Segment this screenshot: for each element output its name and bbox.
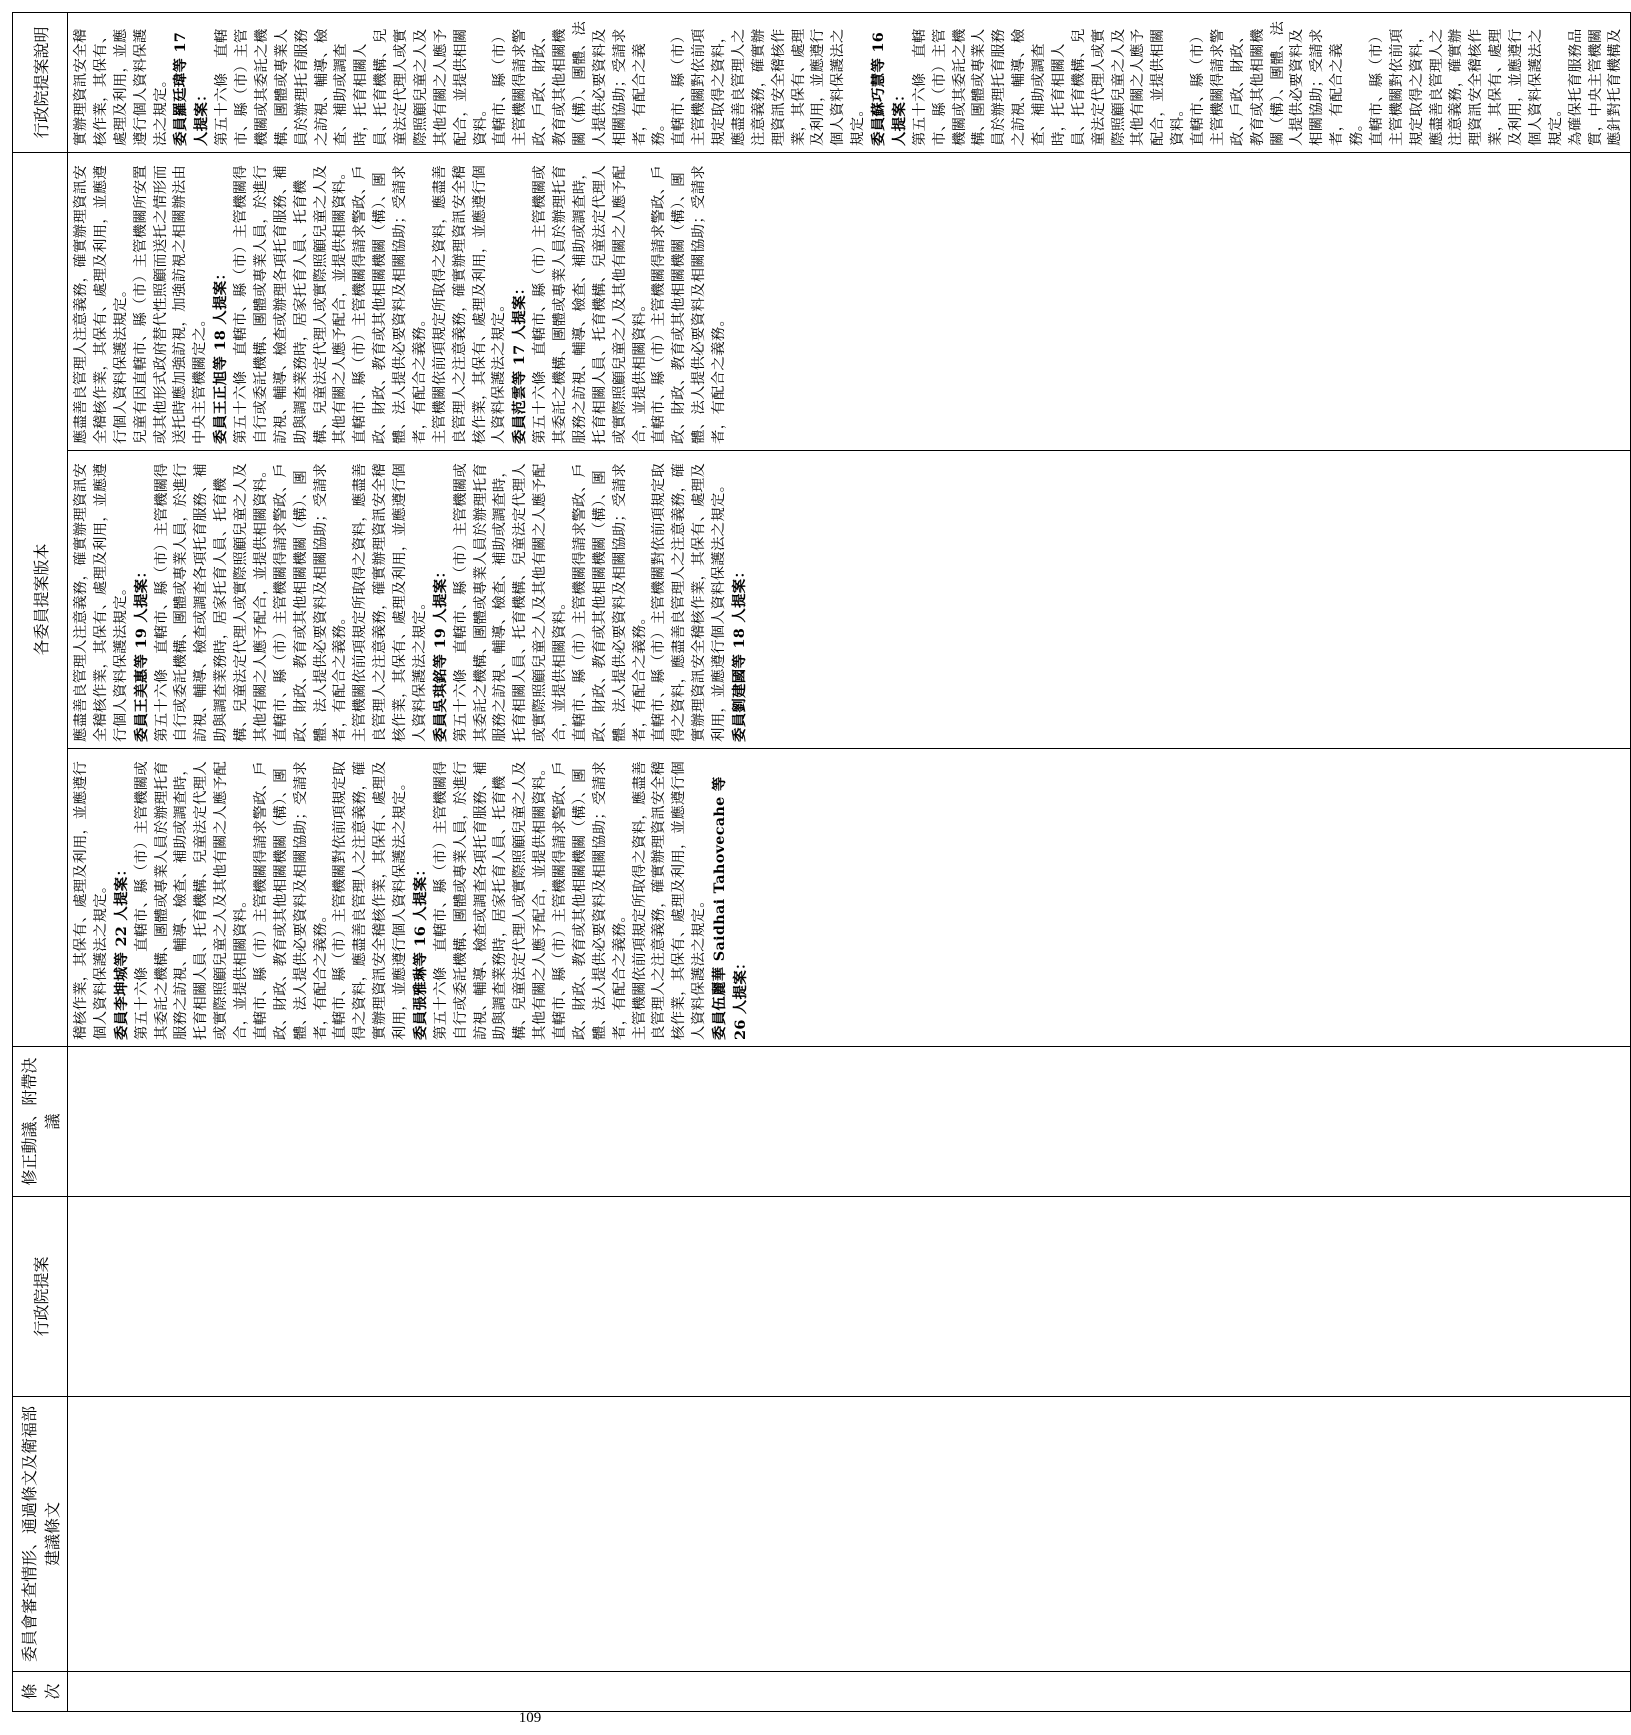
proposal-title: 委員王正旭等 18 人提案： xyxy=(212,265,230,444)
cell-amendment-motion xyxy=(68,1047,1631,1197)
header-executive-explanation: 行政院提案說明 xyxy=(13,13,68,153)
proposal-title: 委員吳琪銘等 19 人提案： xyxy=(431,563,449,742)
proposal-title: 委員王美惠等 19 人提案： xyxy=(132,563,150,742)
header-amendment-motion: 修正動議、附帶決議 xyxy=(13,1047,68,1197)
proposal-preceding-text: 實辦理資訊安全稽核作業，其保有、處理及利用，並應遵行個人資料保護法之規定。 xyxy=(73,28,169,146)
proposal-body: 第五十六條 直轄市、縣（市）主管機關或其委託之機構、團體或專業人員於辦理托育服務之訪視、輔導、檢查、補助或調查時，托育相關人員、托育機構、兒童法定代理人或實際照顧兒童之人及其他有關之人應予配合，並提供相關資料。 直轄市、縣（市）主管機關得請求警政、戶政、財政、教育或其他相關機關（構）、團體、法人提供必要資料及相關協助；受請求者，有配合之義務。 xyxy=(532,164,727,444)
rotated-document-page xyxy=(12,12,1624,1712)
proposal-body: 第五十六條 直轄市、縣（市）主管機關得自行或委託機構、團體或專業人員，於進行訪視、輔導、檢查或調查各項托育服務、補助與調查業務時，居家托育人員、托育機構、兒童法定代理人或實際照顧兒童之人及其他有關之人應予配合，並提供相關資料。直轄市、縣（市）主管機關得請求警政、戶政、財政、教育或其他相關機關（構）、團體、法人提供必要資料及相關協助；受請求者，有配合之義務。 主管機關依前項規定所取得之資料，應盡善良管理人之注意義務，確實辦理資訊安全稽核作業，其保有、處理及利用，並應遵行個人資料保護法之規定。 xyxy=(153,462,428,742)
proposal-title: 委員伍麗華 Saidhai Tahovecahe 等 26 人提案： xyxy=(711,771,749,1040)
proposal-body: 第五十六條 直轄市、縣（市）主管機關或其委託之機構、團體或專業人員於辦理托育服務之訪視、輔導、檢查、補助或調查時，托育相關人員、托育機構、兒童法定代理人或實際照顧兒童之人及其他有關之人應予配合，並提供相關資料。 直轄市、縣（市）主管機關得請求警政、戶政、財政、教育或其他相關機關（構）、團體、法人提供必要資料及相關協助；受請求者，有配合之義務。 直轄市、縣（市）主管機關對依前項規定取得之資料，應盡善良管理人之注意義務，確實辦理資訊安全稽核作業，其保有、處理及利用，並應遵行個人資料保護法之規定。 為確保托育服務品質，中央主管機關應針對托育機構及 xyxy=(911,20,1624,146)
comparison-table xyxy=(12,12,1631,1712)
cell-executive-proposal xyxy=(68,1197,1631,1397)
header-executive-proposal: 行政院提案 xyxy=(13,1197,68,1397)
proposal-title: 委員羅廷瑋等 17 人提案： xyxy=(172,26,211,146)
proposal-body: 第五十六條 直轄市、縣（市）主管機關得自行或委託機構、團體或專業人員，於進行訪視、輔導、檢查或辦理各項托育服務、補助與調查業務時，居家托育人員、托育機構、兒童法定代理人或實際照顧兒童之人及其他有關之人應予配合，並提供相關資料。直轄市、縣（市）主管機關得請求警政、戶政、財政、教育或其他相關機關（構）、團體、法人提供必要資料及相關協助；受請求者，有配合之義務。 主管機關依前項規定所取得之資料，應盡善良管理人之注意義務，確實辦理資訊安全稽核作業，其保有、處理及利用，並應遵行個人資料保護法之規定。 xyxy=(233,164,508,444)
header-member-proposals: 各委員提案版本 xyxy=(13,153,68,1047)
header-committee-review: 委員會審查情形、通過條文及衛福部建議條文 xyxy=(13,1397,68,1672)
content-row xyxy=(68,13,1631,1712)
member-proposals-column-4 xyxy=(68,13,1631,153)
proposal-title: 委員范雲等 17 人提案： xyxy=(511,280,529,444)
proposal-title: 委員蘇巧慧等 16 人提案： xyxy=(870,26,908,146)
header-article-no: 條次 xyxy=(13,1672,68,1712)
member-proposals-column-3 xyxy=(68,153,1631,451)
proposal-body: 第五十六條 直轄市、縣（市）主管機關或其委託之機構、團體或專業人員於辦理托育服務之訪視、輔導、檢查、補助或調查時，托育相關人員、托育機構、兒童法定代理人或實際照顧兒童之人及其他有關之人應予配合，並提供相關資料。 直轄市、縣（市）主管機關得請求警政、戶政、財政、教育或其他相關機關（構）、團體、法人提供必要資料及相關協助；受請求者，有配合之義務。 直轄市、縣（市）主管機關對依前項規定取得之資料，應盡善良管理人之注意義務，確實辦理資訊安全稽核作業，其保有、處理及利用，並應遵行個人資料保護法之規定。 xyxy=(452,462,727,742)
header-row xyxy=(13,13,68,1712)
cell-committee-review xyxy=(68,1397,1631,1672)
member-proposals-column-2 xyxy=(68,451,1631,749)
proposal-preceding-text: 應盡善良管理人注意義務，確實辦理資訊安全稽核作業，其保有、處理及利用，並應遵行個人資料保護法規定。 兒童有因直轄市、縣（市）主管機關所安置或其他形式政府替代性照顧而送托之情形而送托時應加強訪視，加強訪視之相關辦法由中央主管機關定之。 xyxy=(73,164,209,444)
proposal-preceding-text: 稽核作業，其保有、處理及利用，並應遵行個人資料保護法之規定。 xyxy=(73,760,109,1040)
page-number: 109 xyxy=(518,1710,542,1726)
proposal-title: 委員張雅琳等 16 人提案： xyxy=(411,861,429,1040)
member-proposals-column-1 xyxy=(68,749,1631,1047)
proposal-body: 第五十六條 直轄市、縣（市）主管機關或其委託之機構、團體或專業人員於辦理托育服務之訪視、輔導、檢查、補助或調查時，托育相關人員、托育機構、兒童法定代理人或實際照顧兒童之人及其他有關之人應予配合，並提供相關資料。 直轄市、縣（市）主管機關得請求警政、戶政、財政、教育或其他相關機關（構）、團體、法人提供必要資料及相關協助；受請求者，有配合之義務。 直轄市、縣（市）主管機關對依前項規定取得之資料，應盡善良管理人之注意義務，確實辦理資訊安全稽核作業，其保有、處理及利用，並應遵行個人資料保護法之規定。 xyxy=(214,20,867,146)
proposal-body: 第五十六條 直轄市、縣（市）主管機關或其委託之機構、團體或專業人員於辦理托育服務之訪視、輔導、檢查、補助或調查時，托育相關人員、托育機構、兒童法定代理人或實際照顧兒童之人及其他有關之人應予配合，並提供相關資料。 直轄市、縣（市）主管機關得請求警政、戶政、財政、教育或其他相關機關（構）、團體、法人提供必要資料及相關協助；受請求者，有配合之義務。 直轄市、縣（市）主管機關對依前項規定取得之資料，應盡善良管理人之注意義務，確實辦理資訊安全稽核作業，其保有、處理及利用，並應遵行個人資料保護法之規定。 xyxy=(133,760,408,1040)
cell-article-no xyxy=(68,1672,1631,1712)
proposal-title: 委員劉建國等 18 人提案： xyxy=(730,563,748,742)
proposal-preceding-text: 應盡善良管理人注意義務，確實辦理資訊安全稽核作業，其保有、處理及利用，並應遵行個人資料保護法規定。 xyxy=(73,462,129,742)
proposal-body: 第五十六條 直轄市、縣（市）主管機關得自行或委託機構、團體或專業人員，於進行訪視、輔導、檢查或調查各項托育服務、補助與調查業務時，居家托育人員、托育機構、兒童法定代理人或實際照顧兒童之人及其他有關之人應予配合，並提供相關資料。直轄市、縣（市）主管機關得請求警政、戶政、財政、教育或其他相關機關（構）、團體、法人提供必要資料及相關協助；受請求者，有配合之義務。 主管機關依前項規定所取得之資料，應盡善良管理人之注意義務，確實辦理資訊安全稽核作業，其保有、處理及利用，並應遵行個人資料保護法之規定。 xyxy=(432,760,708,1040)
proposal-title: 委員李坤城等 22 人提案： xyxy=(112,861,130,1040)
